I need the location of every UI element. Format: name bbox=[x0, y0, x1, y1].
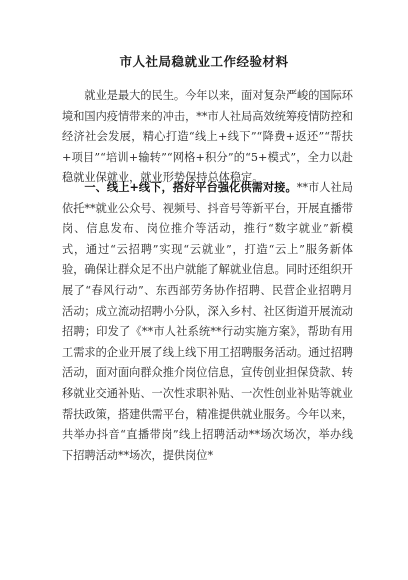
intro-paragraph: 就业是最大的民生。今年以来，面对复杂严峻的国际环境和国内疫情带来的冲击，**市人社局高效统筹疫情防控和经济社会发展，精心打造“线上+线下”“降费+返还”“帮扶+项目”“培训+输转”“网格+积分”的“5+模式”，全力以赴稳就业保就业，就业形势保持总体稳定。 bbox=[62, 89, 353, 185]
section-heading: 一、线上+线下，搭好平台强化供需对接。 bbox=[84, 181, 297, 194]
section-body: **市人社局依托**就业公众号、视频号、抖音号等新平台，开展直播带岗、信息发布、岗位推介等活动，推行“数字就业”新模式，通过“云招聘”实现“云就业”，打造“云上”服务新体验，确保让群众足不出户就能了解就业信息。同时还组织开展了“春风行动”、东西部劳务协作招聘、民营企业招聘月活动；成立流动招聘小分队，深入乡村、社区街道开展流动招聘；印发了《**市人社系统**行动实施方案》，帮助有用工需求的企业开展了线上线下用工招聘服务活动。通过招聘活动，面对面向群众推介岗位信息，宣传创业担保贷款、转移就业交通补贴、一次性求职补贴、一次性创业补贴等就业帮扶政策，搭建供需平台，精准提供就业服务。今年以来，共举办抖音“直播带岗”线上招聘活动**场次场次，举办线下招聘活动**场次，提供岗位* bbox=[62, 181, 353, 462]
section-paragraph bbox=[62, 178, 353, 466]
document-title: 市人社局稳就业工作经验材料 bbox=[119, 54, 289, 69]
